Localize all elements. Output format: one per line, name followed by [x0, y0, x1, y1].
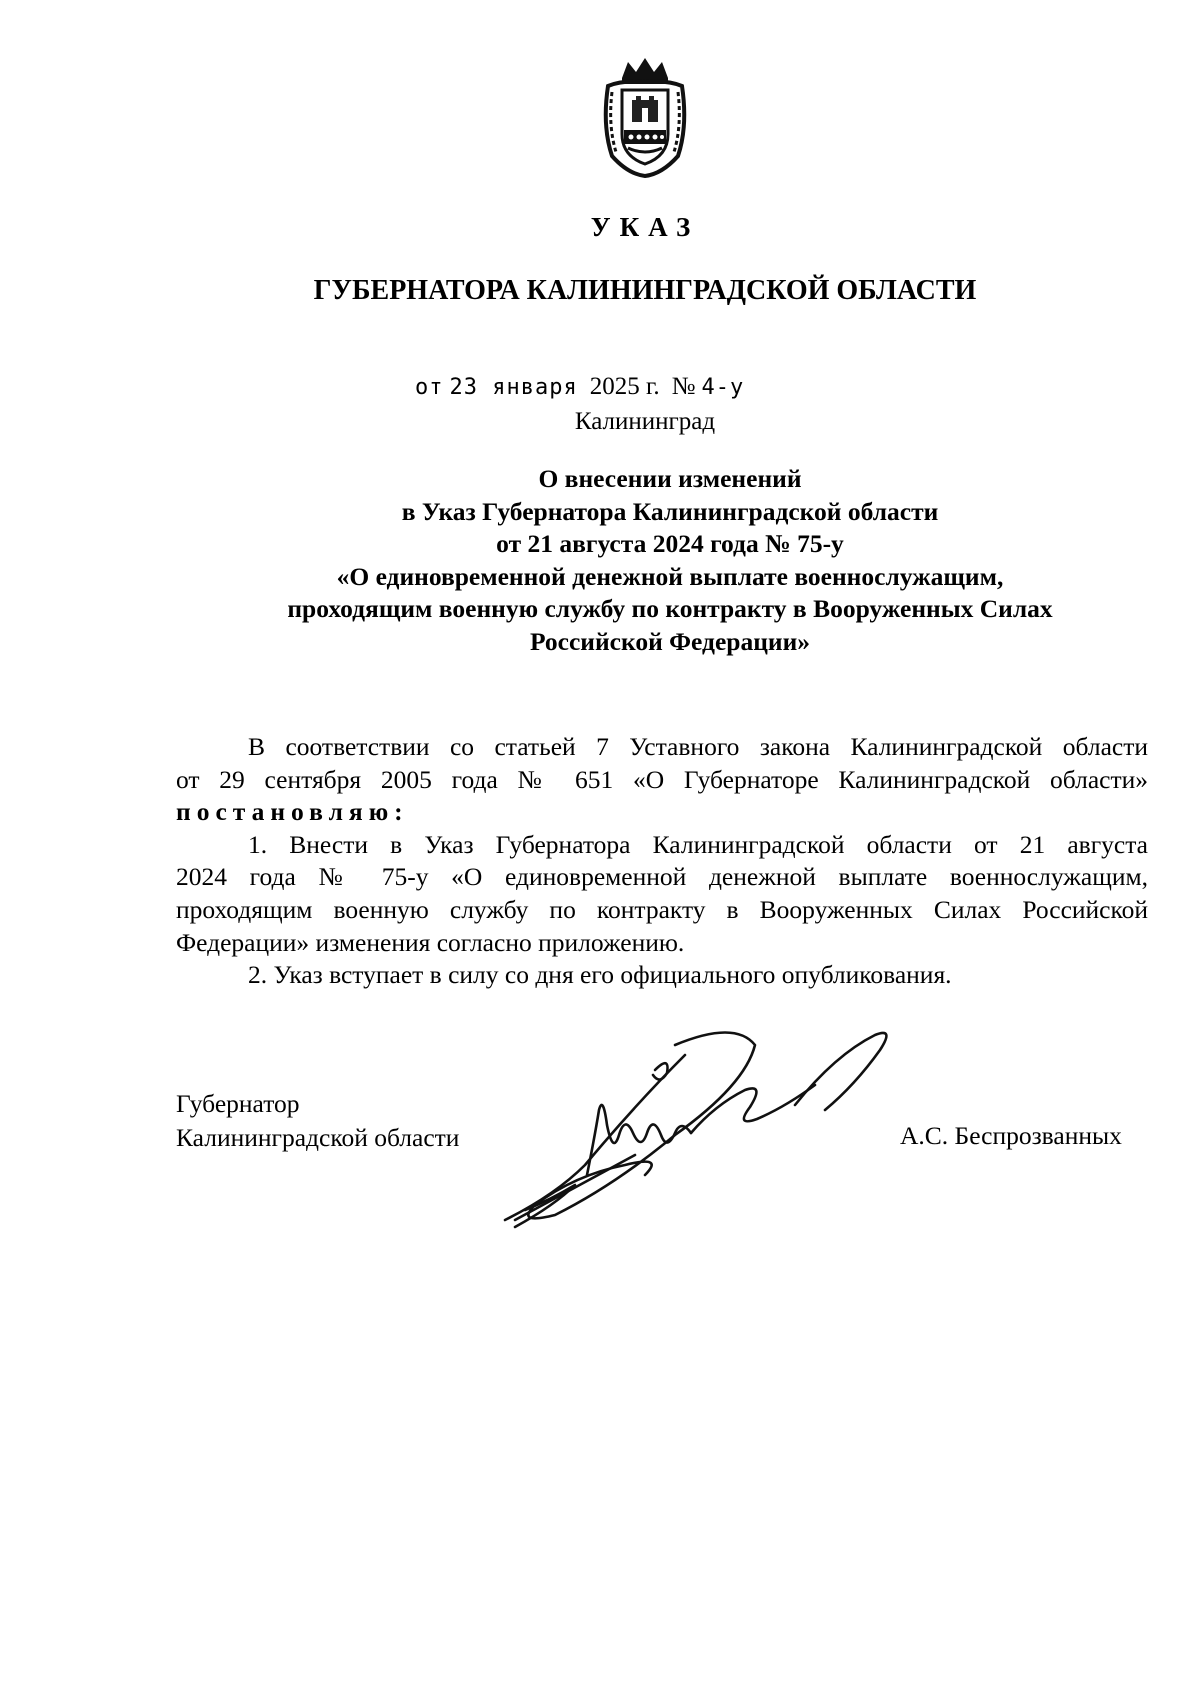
date-prefix: от [415, 375, 444, 400]
subject-line: проходящим военную службу по контракту в Вооруженных Силах [287, 594, 1053, 623]
decree-number: 4-у [701, 375, 745, 400]
handwritten-signature-icon [495, 1015, 935, 1235]
subject-line: от 21 августа 2024 года № 75-у [496, 529, 844, 558]
item-1-line: проходящим военную службу по контракту в Вооруженных Силах Российской [176, 894, 1148, 924]
date-number-line [415, 373, 744, 401]
decree-body [176, 731, 1148, 992]
item-1-line: 2024 года № 75-у «О единовременной денежной выплате военнослужащим, [176, 862, 1148, 892]
item-1-line: Федерации» изменения согласно приложению. [176, 927, 685, 957]
decree-subject [0, 463, 1200, 658]
date-day-month: 23 января [449, 375, 578, 400]
item-2: 2. Указ вступает в силу со дня его официального опубликования. [248, 960, 952, 990]
subject-line: О внесении изменений [538, 464, 802, 493]
signer-role [176, 1087, 459, 1155]
preamble-line: В соответствии со статьей 7 Уставного закона Калининградской области [248, 732, 1148, 761]
signer-role-line: Губернатор [176, 1089, 300, 1118]
signer-name: А.С. Беспрозванных [900, 1121, 1122, 1150]
subject-line: в Указ Губернатора Калининградской области [401, 496, 939, 526]
subject-line: «О единовременной денежной выплате военнослужащим, [336, 561, 1004, 591]
document-type-heading: УКАЗ [590, 212, 700, 242]
decree-word: постановляю: [176, 797, 409, 827]
number-sign: № [671, 373, 696, 400]
preamble-line: от 29 сентября 2005 года № 651 «О Губернаторе Калининградской области» [176, 764, 1148, 794]
item-1-line: 1. Внести в Указ Губернатора Калининградской области от 21 августа [248, 829, 1148, 859]
subject-line: Российской Федерации» [529, 626, 811, 656]
date-year: 2025 г. [589, 373, 660, 400]
coat-of-arms-icon [598, 56, 692, 178]
signer-role-line: Калининградской области [176, 1123, 460, 1152]
issuer-heading: ГУБЕРНАТОРА КАЛИНИНГРАДСКОЙ ОБЛАСТИ [313, 275, 977, 306]
city: Калининград [574, 408, 716, 435]
